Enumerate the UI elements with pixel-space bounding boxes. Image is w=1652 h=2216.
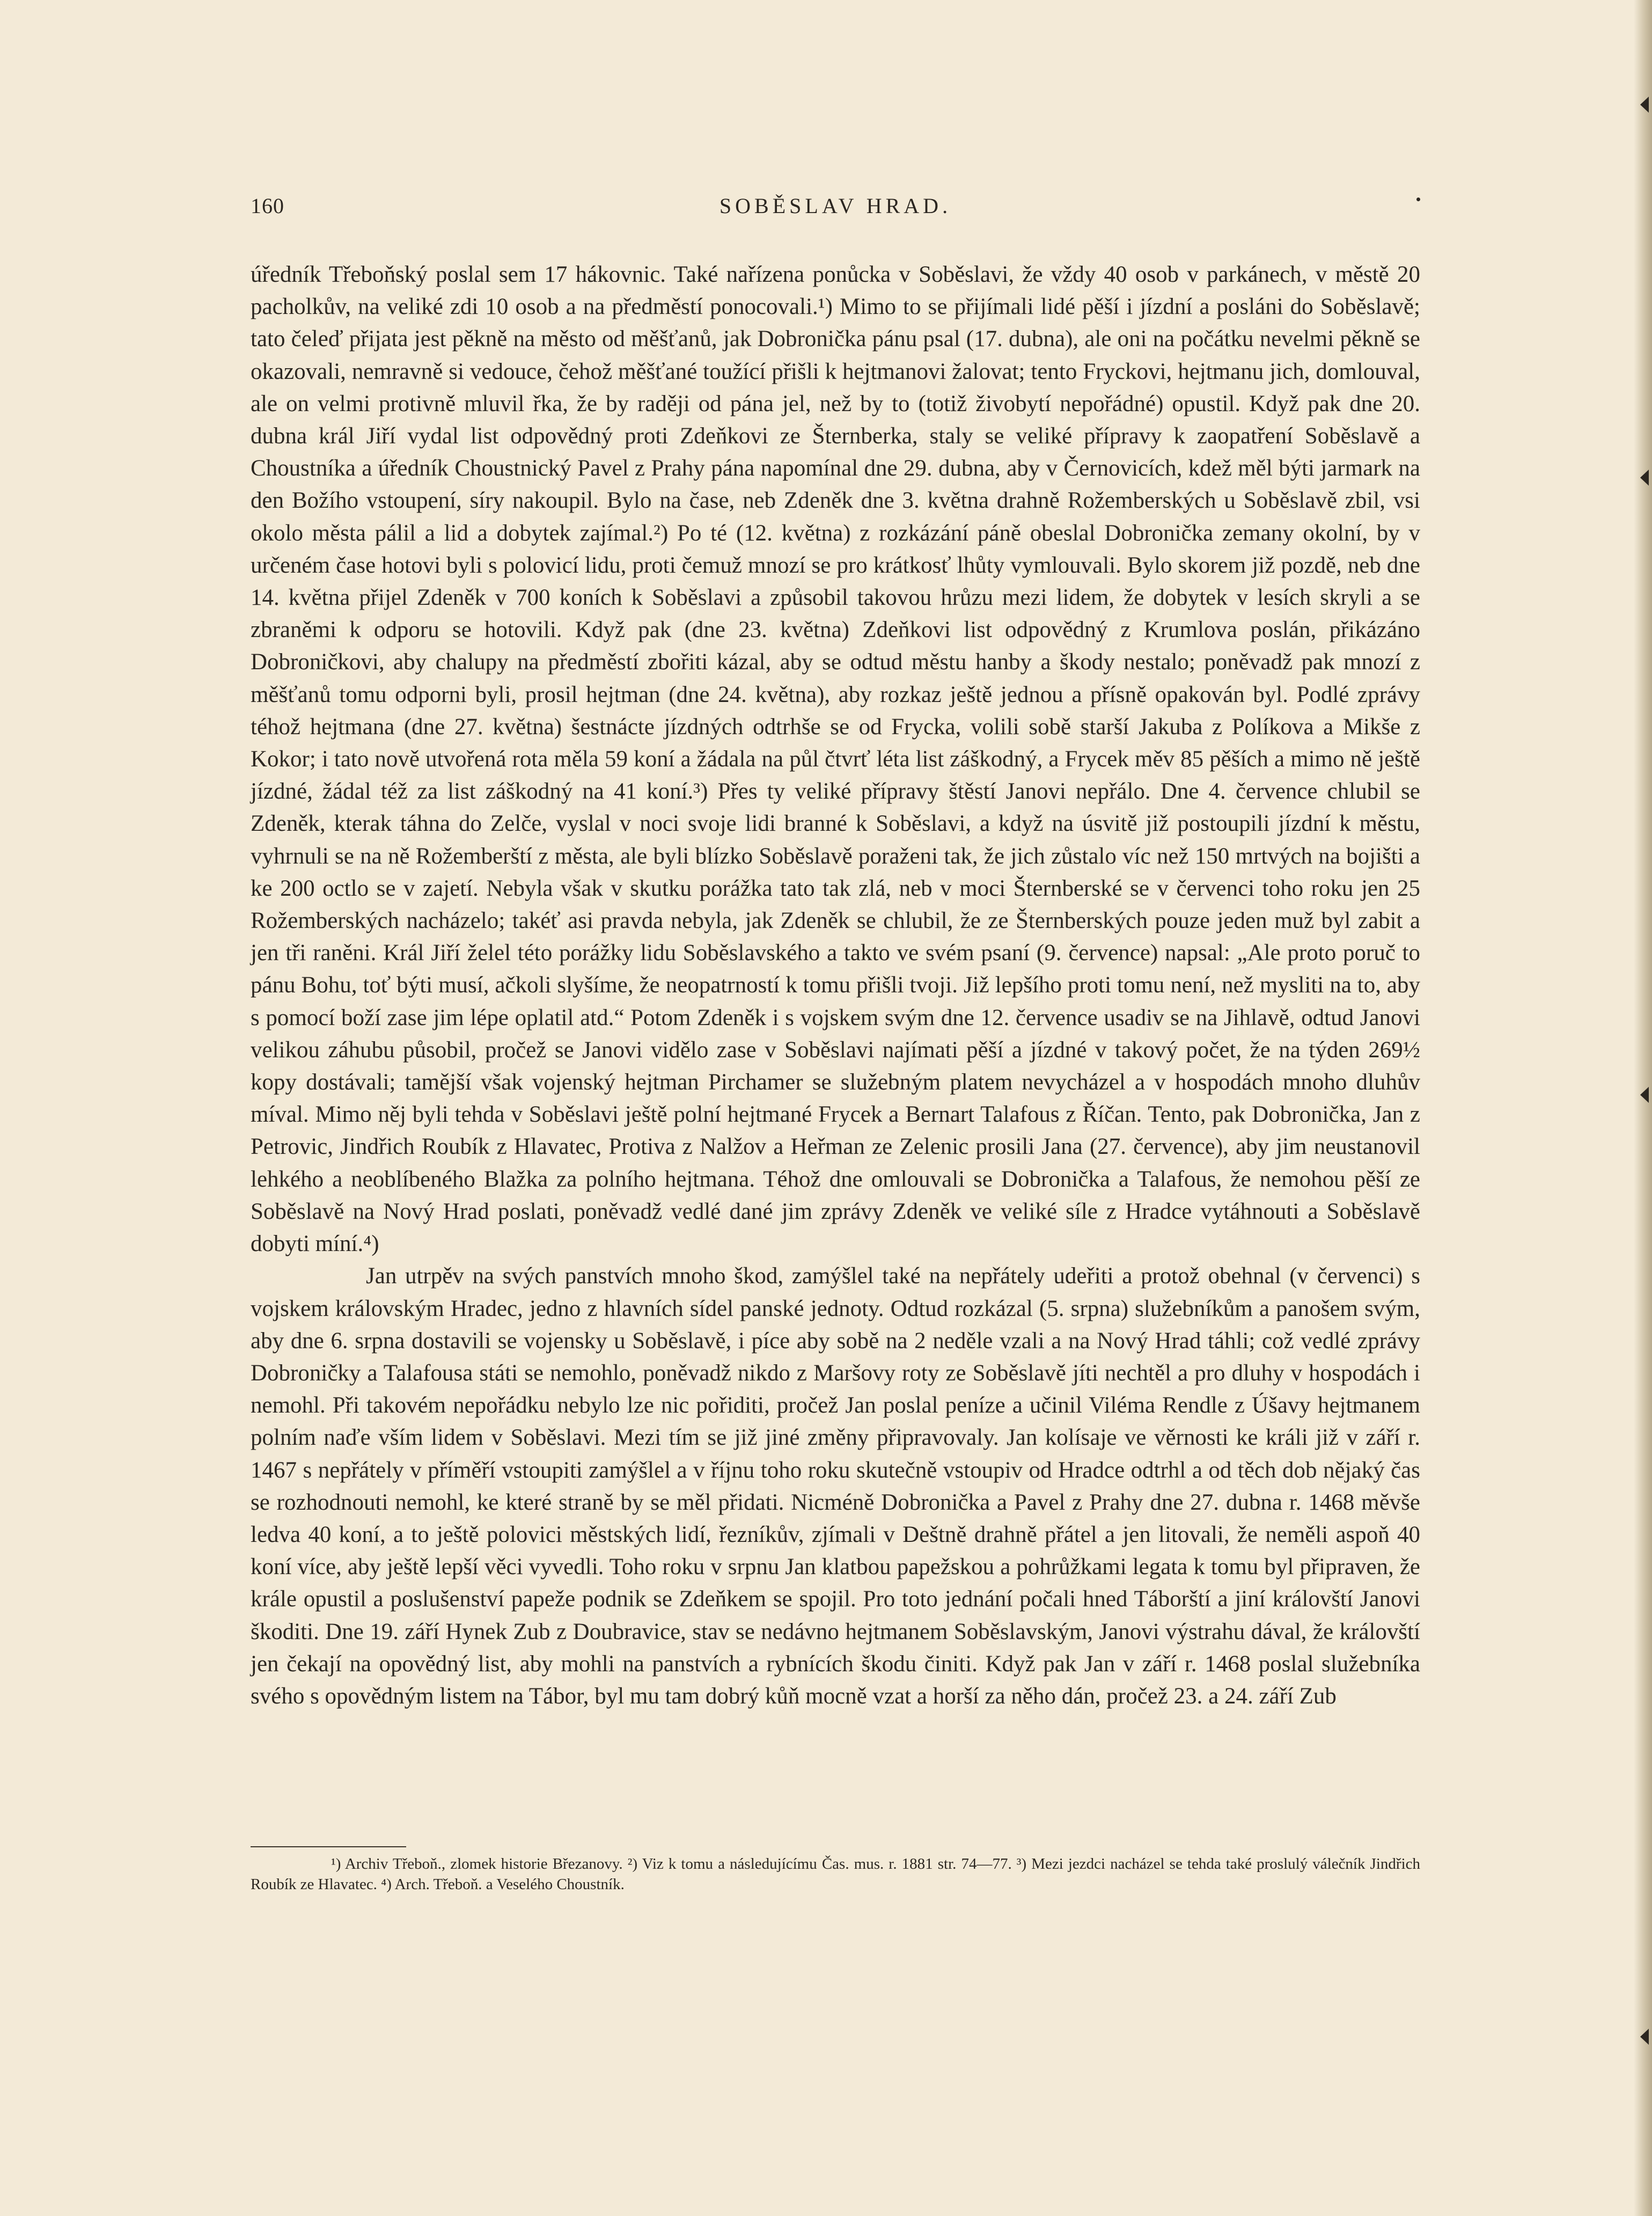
body-text	[251, 259, 1420, 1713]
page-edge-shadow	[1634, 0, 1652, 2216]
paragraph: úředník Třeboňský poslal sem 17 hákovnic. Také nařízena ponůcka v Soběslavi, že vždy 40 osob v parkánech, v městě 20 pacholkův, na veliké zdi 10 osob a na předměstí ponocovali.¹) Mimo to se přijímali lidé pěší i jízdní a posláni do Soběslavě; tato čeleď přijata jest pěkně na město od měšťanů, jak Dobronička pánu psal (17. dubna), ale oni na počátku nevelmi pěkně se okazovali, nemravně si vedouce, čehož měšťané toužící přišli k hejtmanovi žalovat; tento Fryckovi, hejtmanu jich, domlouval, ale on velmi protivně mluvil řka, že by raději od pána jel, než by to (totiž živobytí nepořádné) opustil. Když pak dne 20. dubna král Jiří vydal list odpovědný proti Zdeňkovi ze Šternberka, staly se veliké přípravy k zaopatření Soběslavě a Choustníka a úředník Choustnický Pavel z Prahy pána napomínal dne 29. dubna, aby v Černovicích, kdež měl býti jarmark na den Božího vstoupení, síry nakoupil. Bylo na čase, neb Zdeněk dne 3. května drahně Rožemberských u Soběslavě zbil, vsi okolo města pálil a lid a dobytek zajímal.²) Po té (12. května) z rozkázání páně obeslal Dobronička zemany okolní, by v určeném čase hotovi byli s polovicí lidu, proti čemuž mnozí se pro krátkosť lhůty vymlouvali. Bylo skorem již pozdě, neb dne 14. května přijel Zdeněk v 700 koních k Soběslavi a způsobil takovou hrůzu mezi lidem, že dobytek v lesích skryli a se zbraněmi k odporu se hotovili. Když pak (dne 23. května) Zdeňkovi list odpovědný z Krumlova poslán, přikázáno Dobroničkovi, aby chalupy na předměstí zbořiti kázal, aby se odtud městu hanby a škody nestalo; poněvadž pak mnozí z měšťanů tomu odporni byli, prosil hejtman (dne 24. května), aby rozkaz ještě jednou a přísně opakován byl. Podlé zprávy téhož hejtmana (dne 27. května) šestnácte jízdných odtrhše se od Frycka, volili sobě starší Jakuba z Políkova a Mikše z Kokor; i tato nově utvořená rota měla 59 koní a žádala na půl čtvrť léta list záškodný, a Frycek měv 85 pěších a mimo ně ještě jízdné, žádal též za list záškodný na 41 koní.³) Přes ty veliké přípravy štěstí Janovi nepřálo. Dne 4. července chlubil se Zdeněk, kterak táhna do Zelče, vyslal v noci svoje lidi branné k Soběslavi, a když na úsvitě již postoupili jízdní k městu, vyhrnuli se na ně Rožemberští z města, ale byli blízko Soběslavě poraženi tak, že jich zůstalo víc než 150 mrtvých na bojišti a ke 200 octlo se v zajetí. Nebyla však v skutku porážka tato tak zlá, neb v moci Šternberské se v červenci toho roku jen 25 Rožemberských nacházelo; takéť asi pravda nebyla, jak Zdeněk se chlubil, že ze Šternberských pouze jeden muž byl zabit a jen tři raněni. Král Jiří želel této porážky lidu Soběslavského a takto ve svém psaní (9. července) napsal: „Ale proto poruč to pánu Bohu, toť býti musí, ačkoli slyšíme, že neopatrností k tomu přišli tvoji. Již lepšího proti tomu není, než mysliti na to, aby s pomocí boží zase jim lépe oplatil atd.“ Potom Zdeněk i s vojskem svým dne 12. července usadiv se na Jihlavě, odtud Janovi velikou záhubu působil, pročež se Janovi vidělo zase v Soběslavi najímati pěší a jízdné v takový počet, že na týden 269½ kopy dostávali; tamější však vojenský hejtman Pirchamer se služebným platem nevycházel a v hospodách mnoho dluhův míval. Mimo něj byli tehda v Soběslavi ještě polní hejtmané Frycek a Bernart Talafous z Říčan. Tento, pak Dobronička, Jan z Petrovic, Jindřich Roubík z Hlavatec, Protiva z Nalžov a Heřman ze Zelenic prosili Jana (27. července), aby jim neustanovil lehkého a neoblíbeného Blažka za polního hejtmana. Téhož dne omlouvali se Dobronička a Talafous, že nemohou pěší ze Soběslavě na Nový Hrad poslati, poněvadž vedlé dané jim zprávy Zdeněk ve veliké síle z Hradce vytáhnouti a Soběslavě dobyti míní.⁴)	[251, 262, 1420, 1257]
page-header	[251, 193, 1420, 225]
running-title: SOBĚSLAV HRAD.	[719, 194, 952, 218]
paragraph: Jan utrpěv na svých panstvích mnoho škod, zamýšlel také na nepřátely udeřiti a protož obehnal (v červenci) s vojskem královským Hradec, jedno z hlavních sídel panské jednoty. Odtud rozkázal (5. srpna) služebníkům a panošem svým, aby dne 6. srpna dostavili se vojensky u Soběslavě, i píce aby sobě na 2 neděle vzali a na Nový Hrad táhli; což vedlé zprávy Dobroničky a Talafousa státi se nemohlo, poněvadž nikdo z Maršovy roty ze Soběslavě jíti nechtěl a pro dluhy v hospodách i nemohl. Při takovém nepořádku nebylo lze nic pořiditi, pročež Jan poslal peníze a učinil Viléma Rendle z Úšavy hejtmanem polním naďe vším lidem v Soběslavi. Mezi tím se již jiné změny připravovaly. Jan kolísaje ve věrnosti ke králi již v září r. 1467 s nepřátely v příměří vstoupiti zamýšlel a v říjnu toho roku skutečně vstoupiv od Hradce odtrhl a od těch dob nějaký čas se rozhodnouti nemohl, ke které straně by se měl přidati. Nicméně Dobronička a Pavel z Prahy dne 27. dubna r. 1468 měvše ledva 40 koní, a to ještě polovici městských lidí, řezníkův, zjímali v Deštně drahně přátel a jen litovali, že neměli aspoň 40 koní více, aby ještě lepší věci vyvedli. Toho roku v srpnu Jan klatbou papežskou a pohrůžkami legata k tomu byl připraven, že krále opustil a poslušenství papeže podnik se Zdeňkem se spojil. Pro toto jednání počali hned Táborští a jiní královští Janovi škoditi. Dne 19. září Hynek Zub z Doubravice, stav se nedávno hejtmanem Soběslavským, Janovi výstrahu dával, že královští jen čekají na opovědný list, aby mohli na panstvích a rybnících škodu činiti. Když pak Jan v září r. 1468 poslal služebníka svého s opovědným listem na Tábor, byl mu tam dobrý kůň mocně vzat a horší za něho dán, pročež 23. a 24. září Zub	[251, 1263, 1420, 1709]
page-number: 160	[251, 194, 284, 218]
footnotes: ¹) Archiv Třeboň., zlomek historie Březanovy. ²) Viz k tomu a následujícímu Čas. mus. r. 1881 str. 74—77. ³) Mezi jezdci nacházel se tehda také proslulý válečník Jindřich Roubík ze Hlavatec. ⁴) Arch. Třeboň. a Veselého Choustník.	[251, 1855, 1420, 1893]
footnote-divider	[251, 1846, 406, 1847]
header-dot-mark	[1416, 198, 1420, 201]
